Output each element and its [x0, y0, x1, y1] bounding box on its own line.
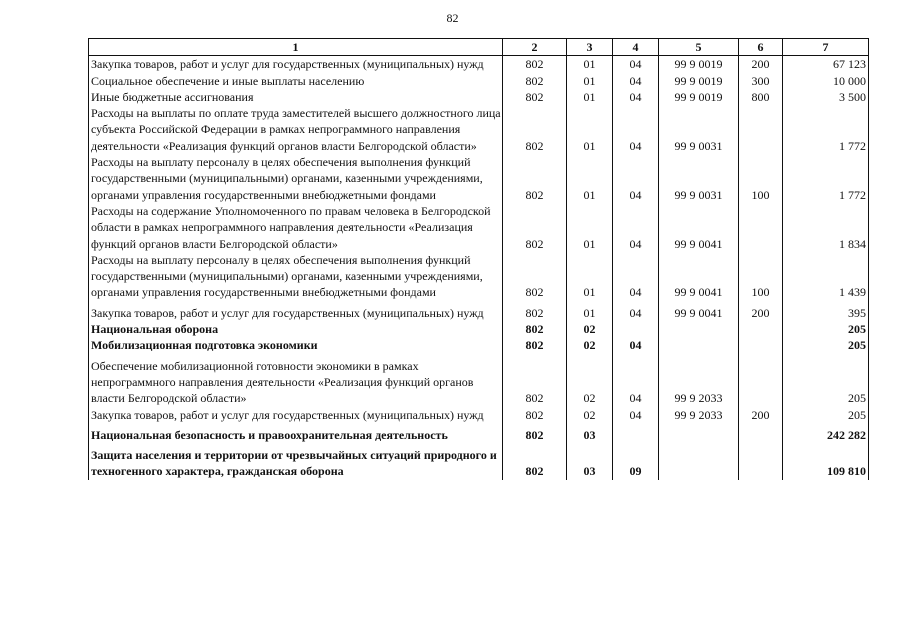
- header-row: [89, 39, 869, 56]
- header-col-2: 2: [503, 39, 567, 56]
- row-name: Социальное обеспечение и иные выплаты населению: [89, 73, 503, 89]
- row-dept-code: 802: [503, 337, 567, 353]
- row-section: 02: [567, 407, 613, 423]
- row-subsection: 04: [613, 56, 659, 73]
- row-amount: 395: [783, 301, 869, 321]
- row-target-code: 99 9 0041: [659, 252, 739, 301]
- row-amount: 1 439: [783, 252, 869, 301]
- header-col-6: 6: [739, 39, 783, 56]
- row-name: Расходы на выплату персоналу в целях обеспечения выполнения функций государственными (муниципальными) органами, казенными учреждениями, органами управления государственными внебюджетными фондами: [89, 154, 503, 203]
- budget-table: [88, 38, 869, 480]
- row-expense-type: [739, 337, 783, 353]
- table-row: [89, 321, 869, 337]
- row-amount: 10 000: [783, 73, 869, 89]
- row-name: Мобилизационная подготовка экономики: [89, 337, 503, 353]
- row-dept-code: 802: [503, 105, 567, 154]
- row-section: 03: [567, 423, 613, 443]
- row-expense-type: [739, 321, 783, 337]
- row-expense-type: 100: [739, 154, 783, 203]
- row-dept-code: 802: [503, 407, 567, 423]
- table-body: [89, 56, 869, 480]
- table-row: [89, 203, 869, 252]
- row-dept-code: 802: [503, 301, 567, 321]
- row-expense-type: 100: [739, 252, 783, 301]
- row-section: 01: [567, 56, 613, 73]
- row-subsection: [613, 321, 659, 337]
- row-name: Расходы на выплаты по оплате труда заместителей высшего должностного лица субъекта Российской Федерации в рамках непрограммного направления деятельности «Реализация функций органов власти Белгородской области»: [89, 105, 503, 154]
- row-name: Иные бюджетные ассигнования: [89, 89, 503, 105]
- row-section: 01: [567, 73, 613, 89]
- row-name: Закупка товаров, работ и услуг для государственных (муниципальных) нужд: [89, 407, 503, 423]
- row-target-code: 99 9 0031: [659, 105, 739, 154]
- header-col-5: 5: [659, 39, 739, 56]
- row-section: 02: [567, 354, 613, 407]
- row-amount: 242 282: [783, 423, 869, 443]
- row-target-code: [659, 443, 739, 480]
- table-row: [89, 423, 869, 443]
- row-section: 01: [567, 89, 613, 105]
- row-expense-type: 200: [739, 407, 783, 423]
- row-amount: 205: [783, 321, 869, 337]
- page-number: 82: [446, 11, 459, 25]
- row-expense-type: [739, 105, 783, 154]
- row-target-code: 99 9 0041: [659, 203, 739, 252]
- row-expense-type: [739, 423, 783, 443]
- row-section: 01: [567, 154, 613, 203]
- row-target-code: [659, 337, 739, 353]
- row-subsection: 04: [613, 89, 659, 105]
- row-dept-code: 802: [503, 423, 567, 443]
- header-col-7: 7: [783, 39, 869, 56]
- row-subsection: 09: [613, 443, 659, 480]
- table-row: [89, 354, 869, 407]
- row-subsection: 04: [613, 203, 659, 252]
- row-expense-type: [739, 203, 783, 252]
- row-subsection: 04: [613, 154, 659, 203]
- row-name: Национальная безопасность и правоохранительная деятельность: [89, 423, 503, 443]
- row-name: Расходы на содержание Уполномоченного по правам человека в Белгородской области в рамках непрограммного направления деятельности «Реализация функций органов власти Белгородской области»: [89, 203, 503, 252]
- row-section: 03: [567, 443, 613, 480]
- row-target-code: 99 9 2033: [659, 407, 739, 423]
- row-dept-code: 802: [503, 321, 567, 337]
- row-amount: 1 772: [783, 154, 869, 203]
- row-name: Национальная оборона: [89, 321, 503, 337]
- header-col-1: 1: [89, 39, 503, 56]
- row-name: Закупка товаров, работ и услуг для государственных (муниципальных) нужд: [89, 56, 503, 73]
- table-header: [89, 39, 869, 56]
- row-expense-type: [739, 443, 783, 480]
- table-row: [89, 301, 869, 321]
- row-dept-code: 802: [503, 354, 567, 407]
- row-name: Защита населения и территории от чрезвычайных ситуаций природного и техногенного характера, гражданская оборона: [89, 443, 503, 480]
- row-name: Обеспечение мобилизационной готовности экономики в рамках непрограммного направления деятельности «Реализация функций органов власти Белгородской области»: [89, 354, 503, 407]
- row-subsection: 04: [613, 105, 659, 154]
- row-dept-code: 802: [503, 203, 567, 252]
- row-expense-type: 800: [739, 89, 783, 105]
- row-target-code: 99 9 0019: [659, 89, 739, 105]
- row-dept-code: 802: [503, 443, 567, 480]
- row-expense-type: 200: [739, 301, 783, 321]
- row-subsection: 04: [613, 354, 659, 407]
- row-target-code: 99 9 2033: [659, 354, 739, 407]
- row-section: 02: [567, 321, 613, 337]
- row-target-code: 99 9 0019: [659, 56, 739, 73]
- row-name: Закупка товаров, работ и услуг для государственных (муниципальных) нужд: [89, 301, 503, 321]
- row-subsection: 04: [613, 301, 659, 321]
- row-dept-code: 802: [503, 89, 567, 105]
- row-amount: 1 834: [783, 203, 869, 252]
- row-amount: 67 123: [783, 56, 869, 73]
- row-section: 01: [567, 252, 613, 301]
- row-dept-code: 802: [503, 252, 567, 301]
- row-amount: 3 500: [783, 89, 869, 105]
- row-expense-type: 200: [739, 56, 783, 73]
- row-amount: 205: [783, 354, 869, 407]
- row-name: Расходы на выплату персоналу в целях обеспечения выполнения функций государственными (муниципальными) органами, казенными учреждениями, органами управления государственными внебюджетными фондами: [89, 252, 503, 301]
- row-section: 01: [567, 203, 613, 252]
- row-target-code: [659, 423, 739, 443]
- row-subsection: 04: [613, 337, 659, 353]
- table-row: [89, 73, 869, 89]
- header-col-3: 3: [567, 39, 613, 56]
- table-row: [89, 407, 869, 423]
- row-amount: 1 772: [783, 105, 869, 154]
- row-section: 01: [567, 301, 613, 321]
- row-subsection: 04: [613, 252, 659, 301]
- row-dept-code: 802: [503, 154, 567, 203]
- row-target-code: 99 9 0031: [659, 154, 739, 203]
- table-row: [89, 154, 869, 203]
- table-row: [89, 89, 869, 105]
- table-row: [89, 337, 869, 353]
- row-target-code: 99 9 0041: [659, 301, 739, 321]
- row-amount: 205: [783, 337, 869, 353]
- header-col-4: 4: [613, 39, 659, 56]
- table-row: [89, 56, 869, 73]
- row-amount: 109 810: [783, 443, 869, 480]
- row-expense-type: 300: [739, 73, 783, 89]
- row-expense-type: [739, 354, 783, 407]
- row-section: 01: [567, 105, 613, 154]
- row-target-code: 99 9 0019: [659, 73, 739, 89]
- row-subsection: [613, 423, 659, 443]
- row-section: 02: [567, 337, 613, 353]
- table-row: [89, 105, 869, 154]
- row-target-code: [659, 321, 739, 337]
- table-row: [89, 252, 869, 301]
- row-dept-code: 802: [503, 56, 567, 73]
- row-subsection: 04: [613, 73, 659, 89]
- row-subsection: 04: [613, 407, 659, 423]
- row-amount: 205: [783, 407, 869, 423]
- table-row: [89, 443, 869, 480]
- row-dept-code: 802: [503, 73, 567, 89]
